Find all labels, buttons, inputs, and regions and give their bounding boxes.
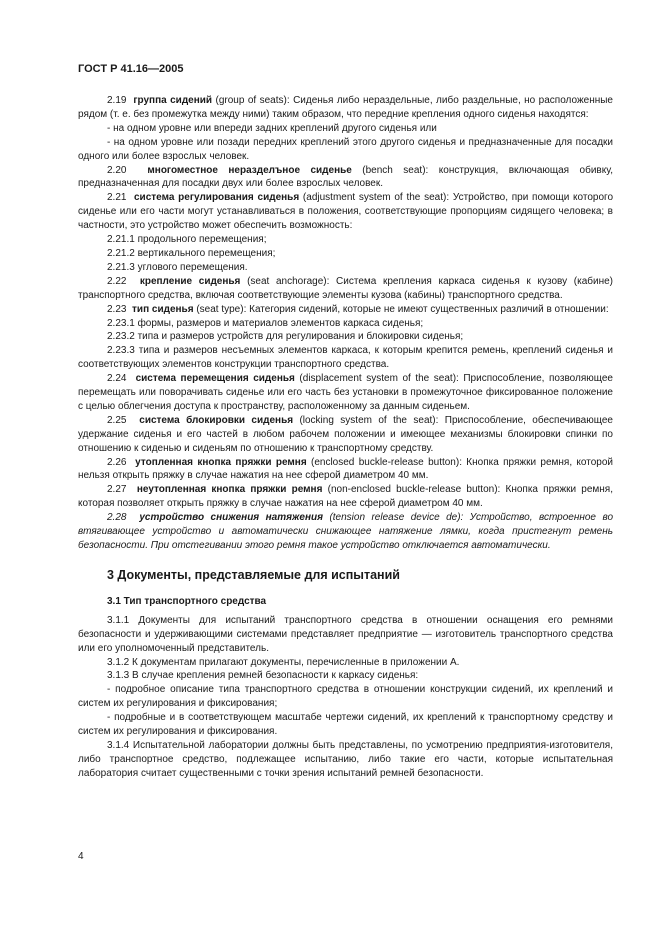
clause-number: 2.19 — [107, 95, 127, 106]
definition-text: (adjustment system of the seat): Устройство, при помощи которого сиденье или его части могут устанавливаться в положения, соответствующие пропорциям сидящего человека; в частности, это устройство может обеспечить возможность: — [78, 192, 614, 232]
definition-text: (enclosed buckle-release button): Кнопка пряжки ремня, которой нельзя открыть пряжку в случае нажатия на нее сферой диаметром 40 мм. — [78, 456, 613, 482]
list-item: 2.23.1 формы, размеров и материалов элементов каркаса сиденья; — [107, 317, 424, 329]
term: группа сидений — [133, 95, 213, 106]
term: система блокировки сиденья — [139, 414, 294, 426]
list-item: 2.21.2 вертикального перемещения; — [107, 247, 276, 259]
clause-3-1-1: 3.1.1 Документы для испытаний транспортного средства в отношении оснащения его ремнями безопасности и удерживающими системами представляет предприятие — изготовитель транспортного средства или его уполномоченный представитель. — [78, 614, 613, 654]
list-item: 2.23.2 типа и размеров устройств для регулирования и блокировки сиденья; — [107, 331, 464, 343]
definition-2-23 — [78, 303, 613, 317]
clause-number: 2.28 — [107, 512, 127, 524]
list-item: 2.23.3 типа и размеров несъемных элементов каркаса, к которым крепится ремень, креплений сиденья и соответствующих элементов конструкции транспортного средства. — [78, 345, 613, 371]
definition-text: (group of seats): Сиденья либо нераздельные, либо раздельные, но расположенные рядом (т. е. без промежутка между ними) таким образом, что передние крепления одного сиденья находятся: — [78, 95, 613, 120]
clause-3-1-3: 3.1.3 В случае крепления ремней безопасности к каркасу сиденья: — [107, 670, 419, 682]
definition-2-21 — [78, 191, 613, 233]
clause-number: 2.25 — [107, 414, 127, 426]
definition-2-28 — [78, 511, 613, 553]
definition-text: (seat type): Категория сидений, которые не имеют существенных различий в отношении: — [193, 303, 609, 315]
definition-2-26 — [78, 456, 613, 484]
term: крепление сиденья — [139, 275, 241, 287]
clause-number: 2.26 — [107, 456, 127, 468]
list-item: - на одном уровне или позади передних креплений этого другого сиденья и предназначенные для посадки одного или более взрослых человек. — [78, 136, 613, 162]
term: утопленная кнопка пряжки ремня — [135, 456, 307, 468]
list-item: - подробные и в соответствующем масштабе чертежи сидений, их креплений к транспортному средству и систем их регулирования и фиксирования. — [78, 712, 613, 738]
definition-2-20 — [78, 164, 613, 192]
clause-number: 2.23 — [107, 303, 127, 315]
list-item: - подробное описание типа транспортного средства в отношении конструкции сидений, их креплений и систем их регулирования и фиксирования; — [78, 684, 613, 710]
clause-3-1-2: 3.1.2 К документам прилагают документы, перечисленные в приложении А. — [107, 656, 460, 668]
document-body — [78, 94, 613, 781]
term: неутопленная кнопка пряжки ремня — [136, 484, 323, 496]
definition-text: (locking system of the seat): Приспособление, обеспечивающее удержание сиденья и его частей в любом рабочем положении и имеющее механизмы блокировки спинки по отношению к сиденью и сиденьям по отношению к транспортному средству. — [78, 414, 613, 454]
section-3-title: 3 Документы, представляемые для испытаний — [107, 567, 400, 582]
clause-number: 2.24 — [107, 373, 127, 385]
term: устройство снижения натяжения — [139, 512, 323, 524]
term: тип сиденья — [132, 303, 194, 315]
clause-number: 2.21 — [107, 192, 127, 204]
list-item: 2.21.1 продольного перемещения; — [107, 234, 267, 246]
definition-text: (tension release device de): Устройство, встроенное во втягивающее устройство и автоматически снижающее натяжение лямки, когда пристегнут ремень безопасности. При отстегивании этого ремня такое устройство отключается автоматически. — [78, 512, 614, 551]
clause-number: 2.22 — [107, 275, 127, 287]
clause-3-1-4: 3.1.4 Испытательной лаборатории должны быть представлены, по усмотрению предприятия-изготовителя, либо транспортное средство, подлежащее испытанию, либо такие его части, которые испытательная лаборатория считает существенными с точки зрения испытаний ремней безопасности. — [78, 739, 613, 779]
subsection-3-1-title: 3.1 Тип транспортного средства — [107, 595, 267, 607]
definition-2-25 — [78, 414, 613, 456]
clause-number: 2.20 — [107, 164, 127, 176]
definition-2-19 — [78, 94, 613, 122]
page-number: 4 — [78, 851, 84, 862]
term: многоместное неразделъное сиденье — [147, 164, 352, 176]
definition-text: (bench seat): конструкция, включающая обивку, предназначенная для посадки двух или более взрослых человек. — [78, 164, 613, 190]
definition-text: (non-enclosed buckle-release button): Кнопка пряжки ремня, которая позволяет открыть пряжку в случае нажатия на нее сферой диаметром 40 мм. — [78, 484, 613, 510]
clause-number: 2.27 — [107, 484, 127, 496]
definition-text: (seat anchorage): Система крепления каркаса сиденья к кузову (кабине) транспортного средства, включая соответствующие элементы кузова (кабины) транспортного средства. — [78, 275, 613, 301]
list-item: 2.21.3 углового перемещения. — [107, 261, 248, 273]
term: система перемещения сиденья — [135, 373, 295, 385]
document-header: ГОСТ Р 41.16—2005 — [78, 63, 184, 75]
definition-text: (displacement system of the seat): Приспособление, позволяющее перемещать или поворачивать сиденье или его часть без установки в промежуточное фиксированное положение с целью облегчения доступа к пространству, расположенному за данным сиденьем. — [78, 373, 613, 412]
definition-2-24 — [78, 372, 613, 414]
term: система регулирования сиденья — [134, 192, 300, 204]
definition-2-27 — [78, 483, 613, 511]
definition-2-22 — [78, 275, 613, 303]
list-item: - на одном уровне или впереди задних креплений другого сиденья или — [107, 122, 437, 134]
